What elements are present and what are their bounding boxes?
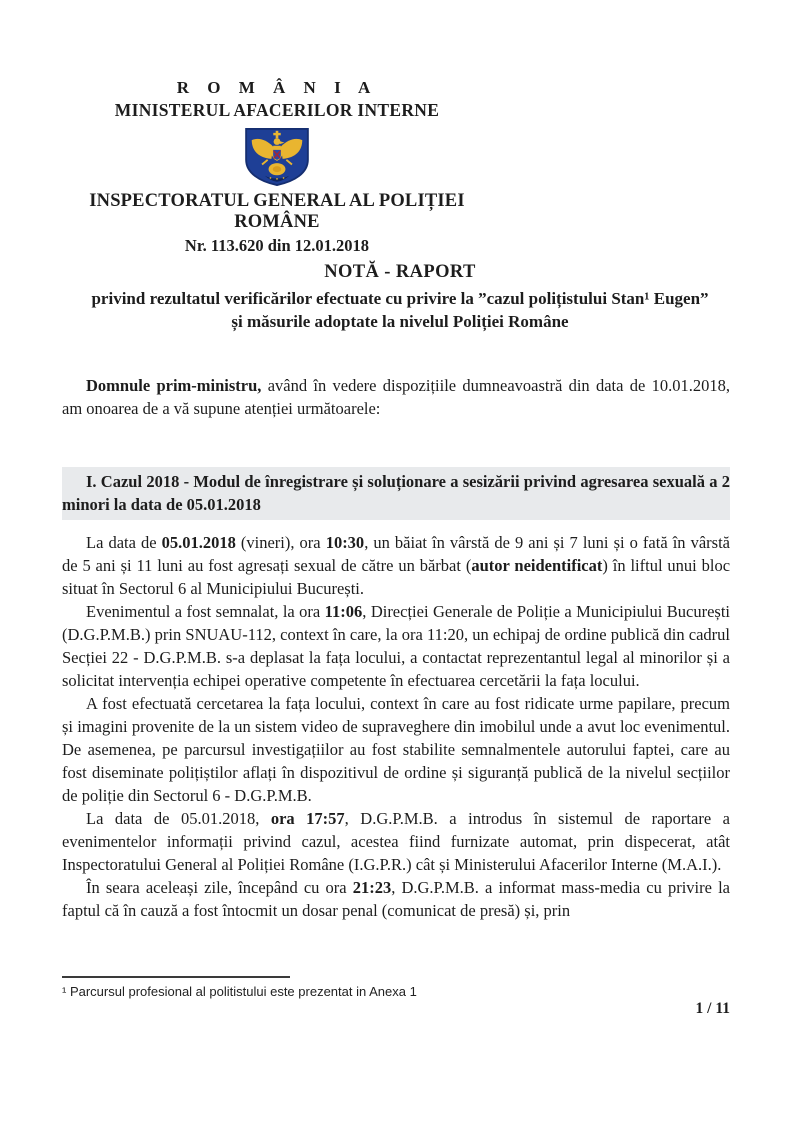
document-header: [62, 78, 492, 256]
intro-paragraph: Domnule prim-ministru, având în vedere dispozițiile dumneavoastră din data de 10.01.2018, am onoarea de a vă supune atenției următoarele:: [62, 376, 730, 418]
romanian-coat-of-arms-icon: [239, 128, 315, 186]
footnote-text: ¹ Parcursul profesional al politistului este prezentat in Anexa 1: [62, 984, 417, 999]
section-heading: I. Cazul 2018 - Modul de înregistrare și soluționare a sesizării privind agresarea sexuală a 2 minori la data de 05.01.2018: [62, 467, 730, 520]
paragraph-1: La data de 05.01.2018 (vineri), ora 10:30, un băiat în vârstă de 9 ani și 7 luni și o fată în vârstă de 5 ani și 11 luni au fost agresați sexual de către un bărbat (autor neidentificat) în liftul unui bloc situat în Sectorul 6 al Municipiului București.: [62, 533, 731, 598]
ministry-name: MINISTERUL AFACERILOR INTERNE: [114, 100, 440, 120]
inspectorate-name: INSPECTORATUL GENERAL AL POLIȚIEI ROMÂNE: [89, 191, 465, 232]
country-name: R O M Â N I A: [176, 78, 378, 97]
page-number: 1 / 11: [695, 1000, 730, 1017]
paragraph-2: Evenimentul a fost semnalat, la ora 11:06, Direcției Generale de Poliție a Municipiului București (D.G.P.M.B.) prin SNUAU-112, context în care, la ora 11:20, un echipaj de ordine publică din cadrul Secției 22 - D.G.P.M.B. s-a deplasat la fața locului, a contactat reprezentantul legal al minorilor și a solicitat intervenția echipei operative competente în efectuarea cercetării la fața locului.: [62, 602, 730, 690]
title-subtitle-line1: privind rezultatul verificărilor efectuate cu privire la ”cazul polițistului Stan¹ Eugen”: [91, 289, 709, 308]
footnote-divider: [62, 976, 290, 978]
paragraph-3: A fost efectuată cercetarea la fața locului, context în care au fost ridicate urme papilare, precum și imagini provenite de la un sistem video de supraveghere din imobilul unde a avut loc evenimentul. De asemenea, pe parcursul investigațiilor au fost stabilite semnalmentele autorului faptei, care au fost diseminate polițiștilor aflați în dispozitivul de ordine și siguranță publică de la nivelul secțiilor de poliție din Sectorul 6 - D.G.P.M.B.: [62, 694, 730, 805]
paragraph-5: În seara aceleași zile, începând cu ora 21:23, D.G.P.M.B. a informat mass-media cu privire la faptul că în cauză a fost întocmit un dosar penal (comunicat de presă) și, prin: [62, 878, 730, 920]
title-subtitle-line2: și măsurile adoptate la nivelul Poliției Române: [231, 312, 569, 331]
registration-number: Nr. 113.620 din 12.01.2018: [184, 236, 370, 255]
document-body: [62, 531, 730, 922]
paragraph-4: La data de 05.01.2018, ora 17:57, D.G.P.M.B. a introdus în sistemul de raportare a evenimentelor informații privind cazul, acestea fiind furnizate automat, prin dispecerat, atât Inspectoratului General al Poliției Române (I.G.P.R.) cât și Ministerului Afacerilor Interne (M.A.I.).: [62, 809, 730, 874]
title-main: NOTĂ - RAPORT: [324, 262, 476, 282]
document-title: [70, 262, 730, 333]
